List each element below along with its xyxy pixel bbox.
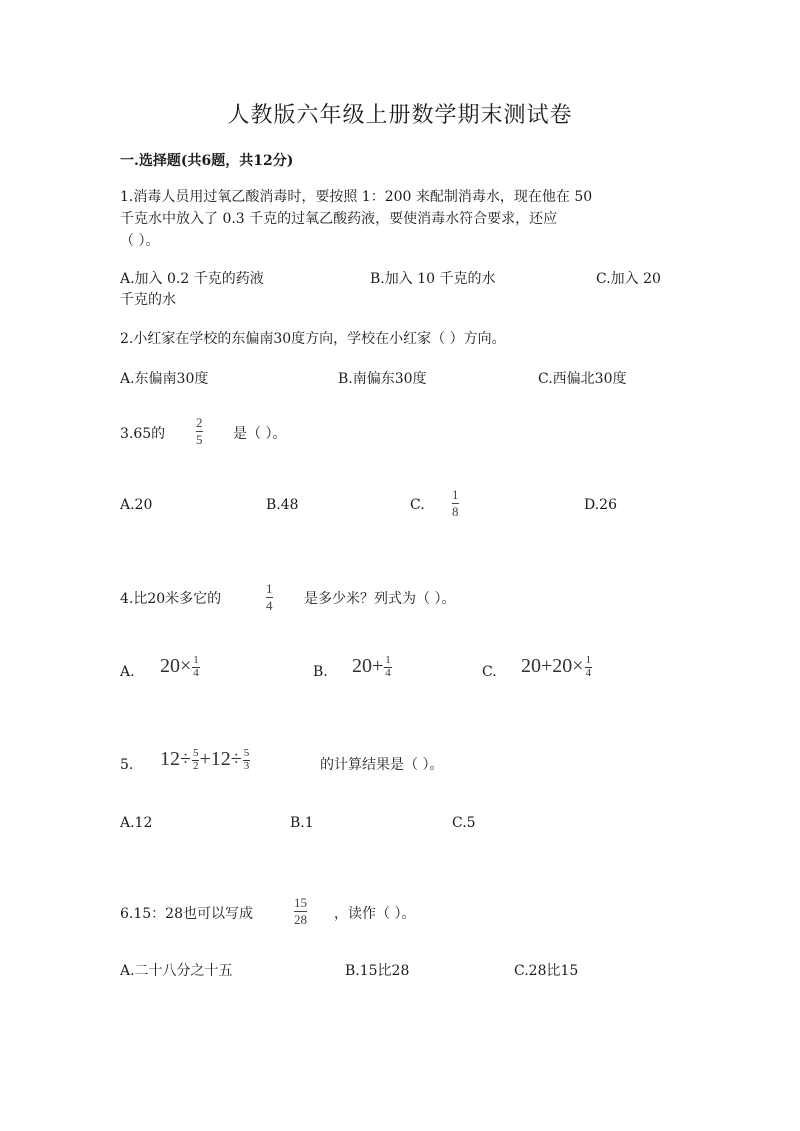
- expression-fraction: [585, 655, 593, 679]
- question-5-number: 5.: [120, 757, 134, 773]
- question-4-prefix: 4.比20米多它的: [120, 591, 222, 607]
- expression-fraction: [384, 655, 392, 679]
- question-1-line-2: 千克水中放入了 0.3 千克的过氧乙酸药液，要使消毒水符合要求，还应: [120, 211, 558, 227]
- expression-text: 20×: [160, 655, 192, 677]
- question-6-option-a: A.二十八分之十五: [120, 963, 233, 979]
- question-4-option-a: A.: [120, 664, 135, 680]
- question-4-option-b: B.: [313, 664, 328, 680]
- fraction-numerator: 2: [196, 415, 203, 430]
- fraction-denominator: 2: [192, 759, 199, 772]
- question-6-suffix: ，读作（ ）。: [334, 906, 416, 922]
- section-heading: 一.选择题(共6题，共12分): [120, 153, 294, 169]
- fraction-denominator: 8: [452, 504, 459, 520]
- expression-text: 20+20×: [521, 655, 584, 677]
- fraction-denominator: 4: [585, 666, 592, 679]
- question-5-option-c: C.5: [452, 815, 476, 831]
- question-4-option-c-expression: [521, 655, 592, 679]
- question-6-fraction: [294, 896, 307, 928]
- question-5-option-a: A.12: [120, 815, 153, 831]
- expression-fraction: [192, 655, 200, 679]
- question-4-suffix: 是多少米？列式为（ ）。: [304, 591, 456, 607]
- question-3-suffix: 是（ ）。: [233, 426, 287, 442]
- fraction-numerator: 1: [585, 654, 592, 667]
- question-1-option-b: B.加入 10 千克的水: [370, 271, 496, 287]
- question-6-option-b: B.15比28: [345, 963, 410, 979]
- question-5-option-b: B.1: [290, 815, 314, 831]
- question-6-option-c: C.28比15: [514, 963, 579, 979]
- question-3-option-d: D.26: [584, 497, 617, 513]
- question-2-option-a: A.东偏南30度: [120, 371, 209, 387]
- question-6-prefix: 6.15：28也可以写成: [120, 906, 253, 922]
- question-5-suffix: 的计算结果是（ ）。: [320, 757, 444, 773]
- fraction-numerator: 1: [385, 654, 391, 667]
- question-4-option-b-expression: [352, 655, 392, 679]
- fraction-denominator: 5: [196, 432, 203, 448]
- fraction-numerator: 5: [192, 747, 199, 760]
- fraction-denominator: 4: [385, 666, 391, 679]
- question-3-fraction: [196, 416, 203, 448]
- question-2-option-b: B.南偏东30度: [338, 371, 427, 387]
- question-4-option-a-expression: [160, 655, 200, 679]
- fraction-numerator: 15: [294, 895, 307, 910]
- expression-text: +12÷: [199, 748, 242, 770]
- expression-text: 20+: [352, 655, 384, 677]
- question-1-line-3: （ ）。: [120, 233, 160, 249]
- question-3-option-a: A.20: [120, 497, 153, 513]
- question-1-line-1: 1.消毒人员用过氧乙酸消毒时，要按照 1：200 来配制消毒水，现在他在 50: [120, 189, 593, 205]
- expression-fraction-2: [243, 748, 251, 772]
- question-1-option-c-cont: 千克的水: [120, 292, 176, 308]
- question-3-option-b: B.48: [266, 497, 299, 513]
- question-5-expression: [160, 748, 250, 772]
- page-title: 人教版六年级上册数学期末测试卷: [227, 103, 573, 128]
- question-3-option-c: C.: [410, 497, 425, 513]
- expression-text: 12÷: [160, 748, 191, 770]
- fraction-denominator: 4: [266, 598, 273, 614]
- question-4-option-c: C.: [482, 664, 497, 680]
- question-2-text: 2.小红家在学校的东偏南30度方向，学校在小红家（ ）方向。: [120, 331, 506, 347]
- fraction-numerator: 1: [193, 654, 199, 667]
- question-3-option-c-fraction: [452, 488, 459, 520]
- fraction-denominator: 3: [243, 759, 250, 772]
- fraction-denominator: 28: [294, 912, 307, 928]
- question-2-option-c: C.西偏北30度: [538, 371, 627, 387]
- question-4-fraction: [266, 582, 273, 614]
- question-1-option-a: A.加入 0.2 千克的药液: [120, 271, 264, 287]
- fraction-denominator: 4: [193, 666, 199, 679]
- fraction-numerator: 1: [266, 581, 273, 596]
- fraction-numerator: 5: [243, 747, 250, 760]
- question-1-option-c: C.加入 20: [596, 271, 661, 287]
- question-3-prefix: 3.65的: [120, 426, 166, 442]
- fraction-numerator: 1: [452, 487, 459, 502]
